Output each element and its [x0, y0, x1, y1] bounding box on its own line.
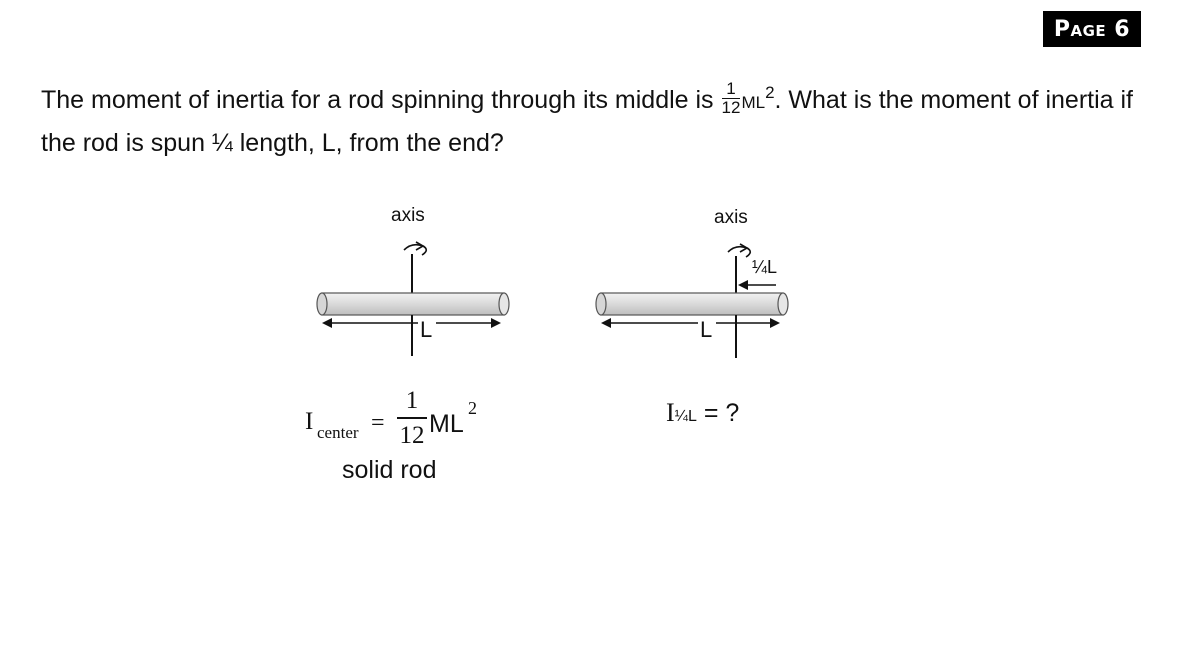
right-offset-label: ¼L — [752, 257, 778, 277]
right-rod-end-right — [778, 293, 788, 315]
right-length-label: L — [700, 317, 713, 342]
left-rod — [322, 293, 504, 315]
formula-fraction-bar — [397, 417, 427, 419]
inline-ml: ML — [741, 93, 766, 112]
quarter-expression-subscript: ¼L — [674, 408, 697, 425]
right-axis-label: axis — [714, 207, 748, 228]
left-rod-end-right — [499, 293, 509, 315]
inline-exponent: 2 — [765, 83, 775, 102]
formula-fraction — [397, 388, 427, 449]
formula-equals: = — [371, 410, 385, 436]
left-length-arrowhead-right-icon — [491, 318, 501, 328]
left-length-label: L — [420, 317, 433, 342]
formula-denominator: 12 — [399, 421, 425, 449]
right-rotation-arrowhead-icon — [740, 244, 747, 252]
quarter-expression-I: I — [666, 398, 675, 427]
right-rod-end-left — [596, 293, 606, 315]
formula-numerator: 1 — [405, 387, 419, 414]
left-rod-end-left — [317, 293, 327, 315]
quarter-expression-rest: = ? — [696, 399, 740, 427]
left-axis-label: axis — [391, 205, 425, 226]
left-rotation-arrowhead-icon — [416, 242, 423, 250]
inline-fraction-denominator: 12 — [721, 97, 741, 117]
formula-subscript: center — [317, 423, 359, 442]
quarter-length-arrowhead-icon — [738, 280, 748, 290]
formula-ml: ML — [429, 410, 464, 438]
right-length-arrowhead-left-icon — [601, 318, 611, 328]
question-part-2: . What is the moment of inertia if the rod is spun ¼ length, L, from the end? — [41, 86, 1134, 157]
right-rod — [601, 293, 783, 315]
question-part-1: The moment of inertia for a rod spinning through its middle is — [41, 86, 721, 114]
inline-fraction-numerator: 1 — [722, 80, 741, 99]
page-badge-text: Page 6 — [1053, 16, 1131, 42]
quarter-inertia-expression — [666, 398, 739, 428]
left-length-arrowhead-left-icon — [322, 318, 332, 328]
formula-exponent: 2 — [468, 398, 477, 418]
solid-rod-caption: solid rod — [342, 456, 437, 484]
right-length-arrowhead-right-icon — [770, 318, 780, 328]
formula-I: I — [305, 408, 314, 435]
left-rod-diagram — [317, 242, 509, 356]
